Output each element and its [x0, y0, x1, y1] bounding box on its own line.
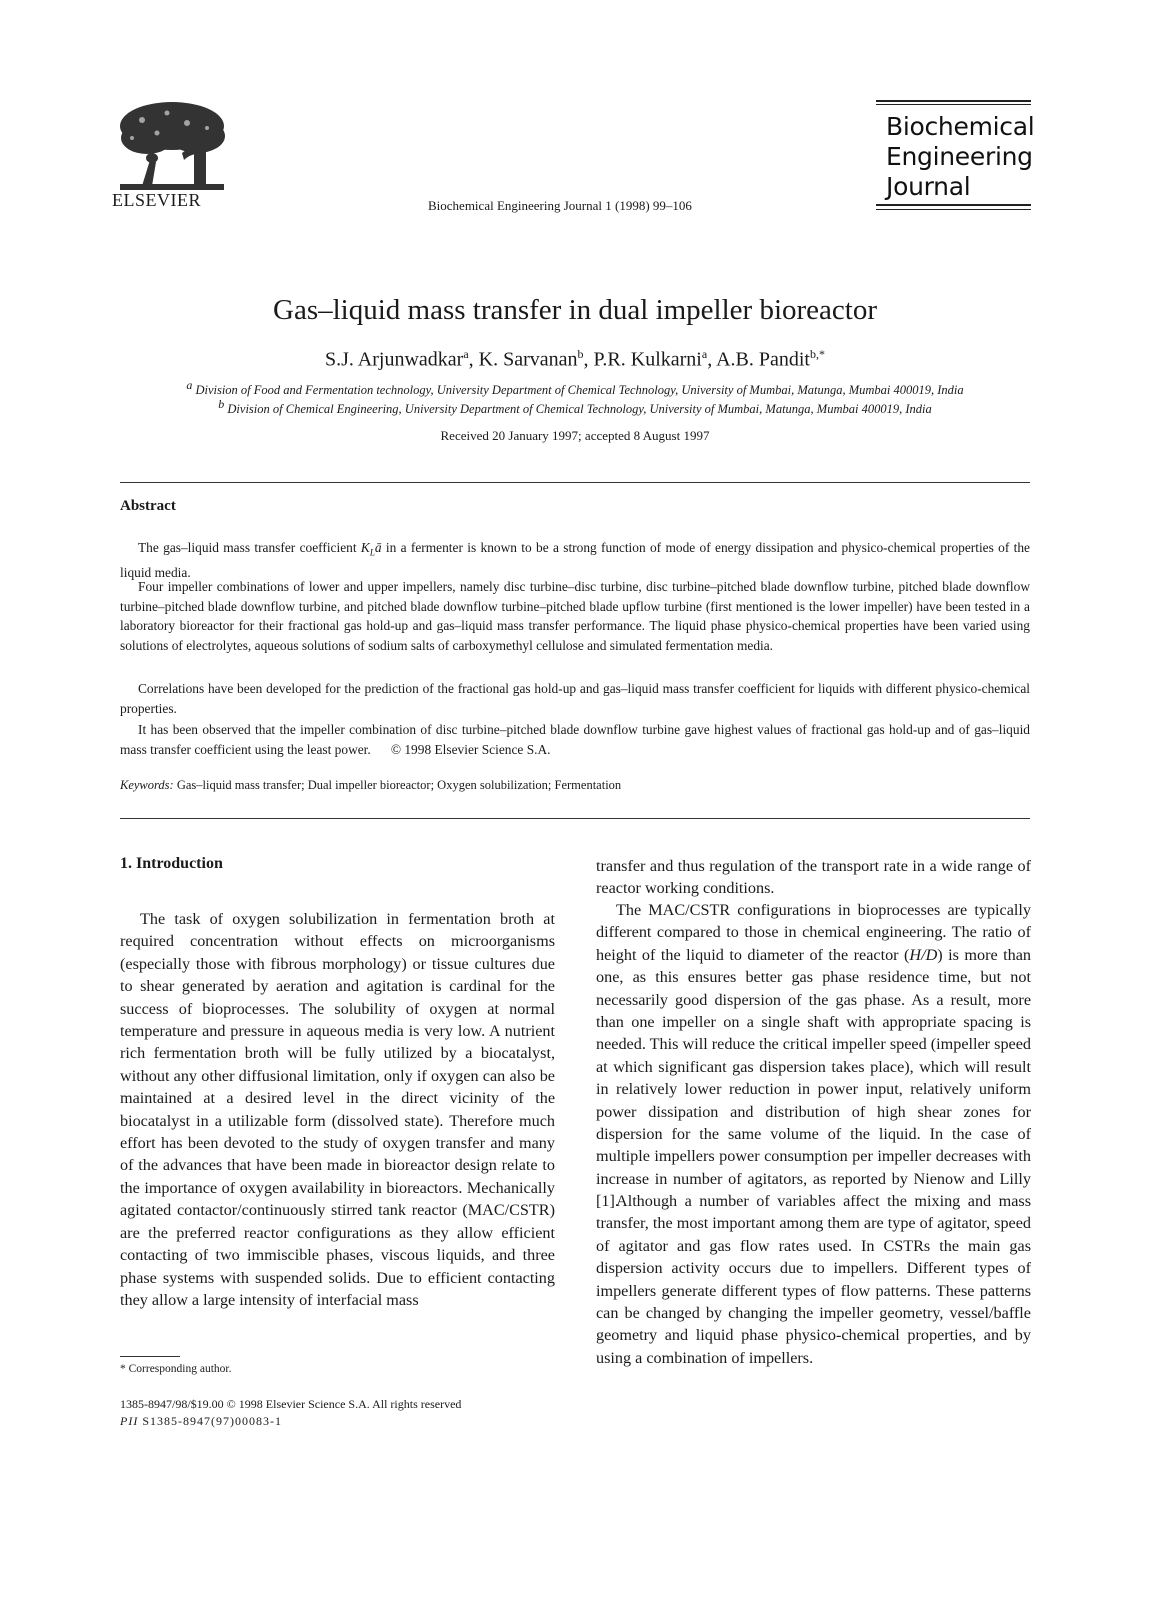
abstract-paragraph-3: Correlations have been developed for the prediction of the fractional gas hold-up and gas–liquid mass transfer coefficient for liquids with different physico-chemical properties. [120, 681, 1030, 716]
author-mark: b [577, 347, 584, 361]
author-list: S.J. Arjunwadkar$^a$, K. Sarvanan$^b$, P.R. Kulkarni$^a$, A.B. Pandit$^{b,*}$ [325, 347, 825, 371]
abstract-paragraph-4 [120, 720, 1030, 759]
abstract-bottom-rule [120, 818, 1030, 819]
abstract-text: It has been observed that the impeller combination of disc turbine–pitched blade downflow turbine gave highest values of fractional gas hold-up and of gas–liquid mass transfer coefficient using the least power. [120, 722, 1030, 757]
affiliation-a [0, 378, 1150, 398]
received-dates: Received 20 January 1997; accepted 8 August 1997 [440, 428, 710, 443]
symbol-a: ā [374, 540, 382, 555]
intro-paragraph-left: The task of oxygen solubilization in fermentation broth at required concentration without effects on microorganisms (especially those with fibrous morphology) or tissue cultures due to shear generated by aeration and agitation is cardinal for the success of bioprocesses. The solubility of oxygen at normal temperature and pressure in aqueous media is very low. A nutrient rich fermentation broth will be fully utilized by a biocatalyst, without any other diffusional limitation, only if oxygen can also be maintained at a desired level in the direct vicinity of the biocatalyst in a utilizable form (dissolved state). Therefore much effort has been devoted to the study of oxygen transfer and many of the advances that have been made in bioreactor design relate to the importance of oxygen availability in bioreactors. Mechanically agitated contactor/continuously stirred tank reactor (MAC/CSTR) are the preferred reactor configurations as they allow efficient contacting of two immiscible phases, viscous liquids, and three phase systems with suspended solids. Due to efficient contacting they allow a large intensity of interfacial mass [120, 910, 555, 1309]
keywords [120, 778, 621, 793]
intro-paragraph-right-1: transfer and thus regulation of the transport rate in a wide range of reactor working conditions. [596, 857, 1031, 898]
masthead-rule-bottom-thin [876, 209, 1031, 210]
author-mark: a [463, 347, 469, 361]
author-mark: a [701, 347, 708, 361]
pii-value: S1385-8947(97)00083-1 [142, 1414, 282, 1428]
affiliation-text: Division of Chemical Engineering, University Department of Chemical Technology, University of Mumbai, Matunga, Mumbai 400019, India [227, 402, 932, 417]
abstract-top-rule [120, 482, 1030, 483]
masthead-rule-top-thin [876, 104, 1031, 105]
hd-symbol: H/D [909, 945, 938, 964]
section-heading: 1. Introduction [120, 855, 223, 872]
issn-line: 1385-8947/98/$19.00 © 1998 Elsevier Science S.A. All rights reserved [120, 1397, 462, 1411]
pii-label: PII [120, 1414, 139, 1428]
abstract-text: The gas–liquid mass transfer coefficient [138, 540, 357, 555]
footnote: * Corresponding author. [120, 1363, 232, 1375]
author-name: K. Sarvanan [478, 348, 578, 371]
body-text: ) is more than one, as this ensures better gas phase residence time, but not necessarily good dispersion of the gas phase. As a result, more than one impeller on a single shaft with appropriate spacing is needed. This will reduce the critical impeller speed (impeller speed at which significant gas dispersion takes place), which will result in relatively lower reduction in power input, relatively uniform power dissipation and distribution of high shear zones for dispersion for the same volume of the liquid. In the case of multiple impellers power consumption per impeller decreases with increase in number of agitators, as reported by Nienow and Lilly [1]. [596, 945, 1031, 1211]
abstract-heading: Abstract [120, 498, 176, 514]
abstract-paragraph-2: Four impeller combinations of lower and upper impellers, namely disc turbine–disc turbine, disc turbine–pitched blade downflow turbine, pitched blade downflow turbine–pitched blade downflow turbine, and pitched blade downflow turbine–pitched blade upflow turbine (first mentioned is the lower impeller) have been tested in a laboratory bioreactor for their fractional gas hold-up and gas–liquid mass transfer performance. The liquid phase physico-chemical properties have been varied using solutions of electrolytes, aqueous solutions of sodium salts of carboxymethyl cellulose and simulated fermentation media. [120, 579, 1030, 653]
publisher-name: ELSEVIER [112, 190, 201, 210]
journal-masthead [876, 100, 1035, 212]
author-name: S.J. Arjunwadkar [325, 348, 464, 371]
author-name: A.B. Pandit [716, 348, 810, 371]
article-title: Gas–liquid mass transfer in dual impeller bioreactor [273, 294, 877, 326]
abstract-text: in a fermenter is known to be a strong function of mode of energy dissipation and physico-chemical properties of the liquid media. [120, 540, 1030, 581]
journal-name-line-3: Journal [886, 172, 971, 201]
author-name: P.R. Kulkarni [593, 348, 702, 371]
journal-citation: Biochemical Engineering Journal 1 (1998) 99–106 [428, 198, 692, 213]
intro-paragraph-right-3: Although a number of variables affect the mixing and mass transfer, the most important among them are type of agitator, speed of agitator and gas flow rates used. In CSTRs the main gas dispersion activity occurs due to impellers. Different types of impellers generate different types of flow patterns. These patterns can be changed by changing the impeller geometry, vessel/baffle geometry and liquid phase physico-chemical properties, and by using a combination of impellers. [596, 1192, 1031, 1367]
pii-line [120, 1414, 282, 1429]
copyright-notice: © 1998 Elsevier Science S.A. [390, 741, 551, 757]
keywords-label: Keywords: [120, 778, 174, 792]
symbol-sub: L [369, 547, 375, 558]
masthead-rule-bottom [876, 204, 1031, 206]
abstract-paragraph-1 [120, 538, 1030, 583]
affiliation-text: Division of Food and Fermentation technology, University Department of Chemical Technology, University of Mumbai, Matunga, Mumbai 400019, India [195, 383, 964, 398]
masthead-rule-top [876, 100, 1031, 102]
symbol-k: K [360, 540, 370, 555]
kla-symbol [360, 540, 382, 558]
intro-paragraph-right-2 [596, 899, 1031, 1213]
journal-name-line-1: Biochemical [886, 112, 1035, 141]
body-text: The MAC/CSTR configurations in bioprocesses are typically different compared to those in chemical engineering. The ratio of height of the liquid to diameter of the reactor ( [596, 901, 1031, 964]
author-mark: b,* [810, 347, 825, 361]
affiliation-mark: b [218, 397, 225, 411]
affiliation-b [0, 397, 1150, 417]
affiliation-mark: a [186, 378, 193, 392]
journal-name-line-2: Engineering [886, 142, 1033, 171]
keywords-text: Gas–liquid mass transfer; Dual impeller bioreactor; Oxygen solubilization; Fermentation [176, 778, 622, 792]
footnote-rule [120, 1356, 180, 1357]
